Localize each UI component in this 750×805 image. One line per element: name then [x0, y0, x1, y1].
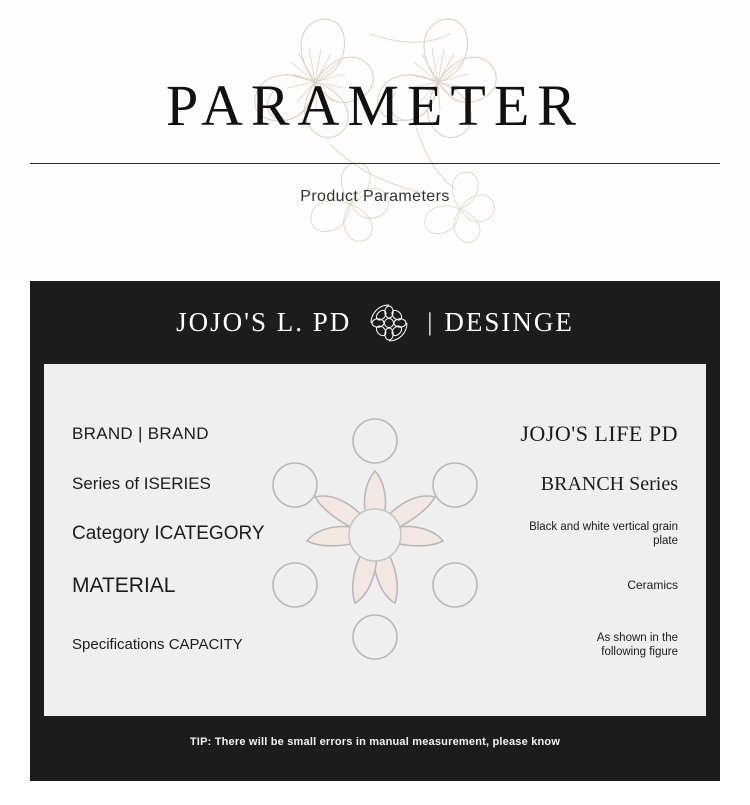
brand-name-left: JOJO'S L. PD	[176, 307, 352, 337]
cherry-blossom-decoration-icon	[210, 4, 540, 274]
parameter-card	[30, 281, 720, 781]
measurement-tip: TIP: There will be small errors in manual measurement, please know	[189, 736, 561, 748]
parameter-label: Category ICATEGORY	[72, 522, 265, 544]
parameter-value: As shown in the following figure	[596, 632, 678, 659]
parameter-label: BRAND | BRAND	[72, 423, 209, 443]
brand-separator: |	[427, 308, 433, 336]
header-divider	[30, 163, 720, 164]
parameter-value: Black and white vertical grain plate	[529, 521, 678, 548]
table-row	[44, 472, 706, 497]
page-header	[0, 0, 750, 278]
parameter-label: MATERIAL	[72, 574, 176, 597]
parameter-rows	[44, 364, 706, 716]
brand-bar	[30, 281, 720, 364]
table-row	[44, 631, 706, 660]
page-subtitle: Product Parameters	[300, 188, 450, 205]
parameter-value: JOJO'S LIFE PD	[520, 421, 678, 446]
parameter-label: Specifications CAPACITY	[72, 636, 243, 654]
parameter-value: Ceramics	[627, 578, 678, 593]
page-title: PARAMETER	[166, 73, 584, 138]
table-row	[44, 420, 706, 448]
table-row	[44, 520, 706, 549]
brand-name-right: DESINGE	[444, 307, 574, 337]
table-row	[44, 573, 706, 598]
parameter-panel	[44, 364, 706, 716]
parameter-value: BRANCH Series	[540, 473, 678, 495]
parameter-label: Series of ISERIES	[72, 474, 211, 494]
floral-medallion-icon	[365, 301, 413, 345]
